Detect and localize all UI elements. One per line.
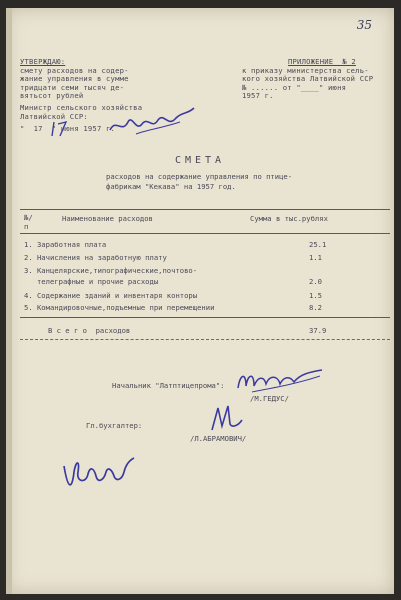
document-title: СМЕТА (174, 155, 226, 166)
row-label: телеграфные и прочие расходы (24, 277, 159, 286)
col-number-header-line: п (24, 222, 29, 231)
row-value: 1.5 (309, 291, 322, 300)
row-value: 25.1 (309, 240, 327, 249)
approval-line: жание управления в сумме (20, 74, 129, 84)
handwritten-note (58, 450, 140, 498)
accountant-signature (202, 402, 248, 436)
minister-signature (106, 104, 198, 142)
appendix-line: к приказу министерства сель- (242, 65, 369, 75)
accountant-name: /Л.АБРАМОВИЧ/ (190, 434, 247, 443)
document-subtitle (106, 172, 292, 192)
appendix-heading: ПРИЛОЖЕНИЕ № 2 (288, 57, 356, 66)
appendix-line: 1957 г. (242, 91, 274, 101)
row-label: 5. Командировочные,подъемные при перемещении (24, 303, 215, 312)
table-bottom-rule (20, 339, 390, 340)
row-value: 8.2 (309, 303, 322, 312)
approval-line: тридцати семи тысяч де- (20, 82, 125, 92)
col-number-header (24, 213, 33, 231)
document-page (6, 8, 394, 594)
chief-name: /М.ГЕДУС/ (250, 394, 289, 403)
col-name-header: Наименование расходов (62, 214, 153, 223)
table-top-rule (20, 209, 390, 210)
subtitle-line: фабрикам "Кекава" на 1957 год. (106, 182, 236, 191)
approval-line: Министр сельского хозяйства (20, 102, 143, 112)
approval-heading: УТВЕРЖДАЮ: (20, 57, 66, 66)
approval-line: Латвийской ССР: (20, 111, 88, 121)
total-label: В с е г о расходов (48, 326, 131, 335)
table-total-rule (20, 317, 390, 318)
accountant-label: Гл.бухгалтер: (86, 421, 143, 430)
page-number: 35 (356, 18, 372, 32)
binding-edge (6, 8, 12, 594)
handwritten-day (46, 118, 86, 140)
chief-signature (232, 364, 328, 398)
col-number-header-line: №/ (24, 213, 33, 222)
row-label: 3. Канцелярские,типографические,почтово- (24, 266, 198, 275)
subtitle-line: расходов на содержание управления по птице- (106, 172, 293, 181)
approval-line: смету расходов на содер- (20, 65, 129, 75)
row-label: 1. Заработная плата (24, 240, 107, 249)
col-sum-header: Сумма в тыс.рублях (250, 214, 328, 223)
appendix-line: № ...... от "____" июня (242, 82, 347, 92)
approval-date: " 17 " июня 1957 г. (20, 124, 116, 134)
table-header-rule (20, 233, 390, 234)
row-value: 1.1 (309, 253, 322, 262)
approval-line: вятьсот рублей (20, 91, 84, 101)
appendix-block (242, 58, 373, 101)
row-label: 2. Начисления на заработную плату (24, 253, 167, 262)
total-value: 37.9 (309, 326, 327, 335)
row-label: 4. Содержание зданий и инвентаря конторы (24, 291, 198, 300)
row-value: 2.0 (309, 277, 322, 286)
chief-label: Начальник "Латптицепрома": (112, 381, 225, 390)
appendix-line: кого хозяйства Латвийской ССР (242, 74, 374, 84)
